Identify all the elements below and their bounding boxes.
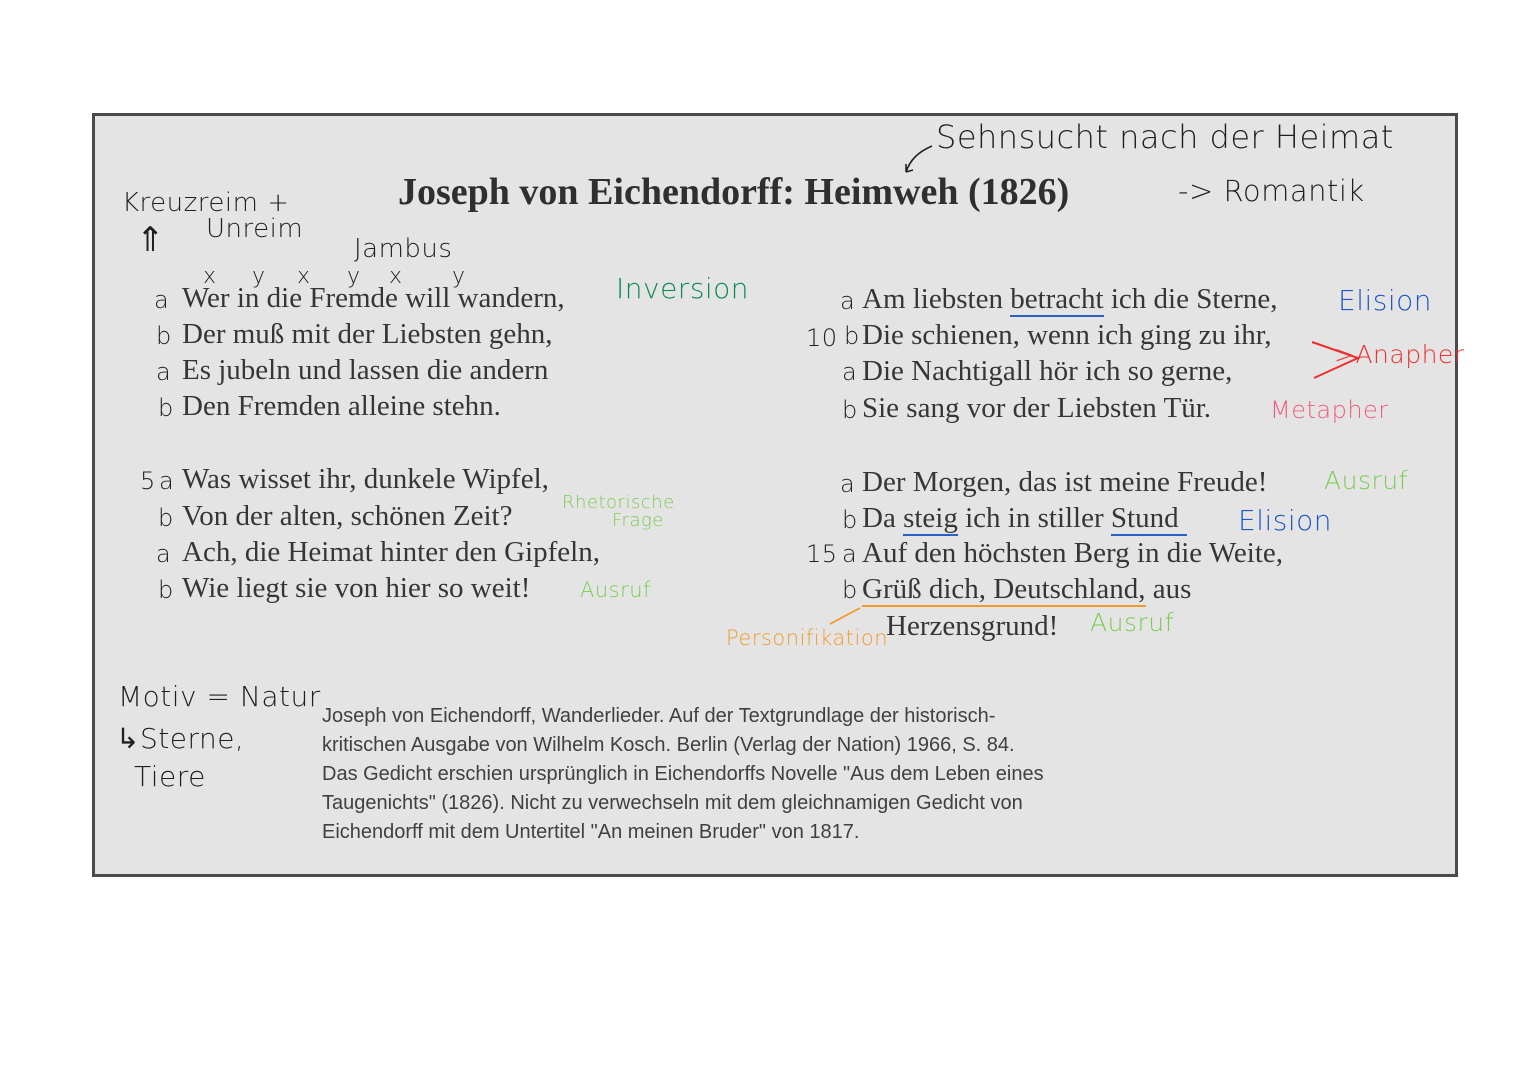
poem-title: Joseph von Eichendorff: Heimweh (1826) [398, 171, 1070, 213]
line-9-start: Am liebsten [862, 283, 1011, 315]
note-metapher: Metapher [1270, 396, 1389, 424]
underlined-stund: Stund [1111, 502, 1187, 536]
note-kreuzreim: Kreuzreim + [122, 188, 290, 218]
poem-line-10: Die schienen, wenn ich ging zu ihr, [862, 319, 1272, 351]
poem-line-4: Den Fremden alleine stehn. [182, 390, 501, 422]
rhyme-mark: a [156, 358, 172, 386]
poem-line-2: Der muß mit der Liebsten gehn, [182, 318, 553, 350]
line-number: 10 [806, 324, 838, 352]
rhyme-mark: a [156, 540, 172, 568]
rhyme-mark: b [156, 322, 172, 350]
source-line: Eichendorff mit dem Untertitel "An meinen Bruder" von 1817. [322, 821, 860, 843]
note-personifikation: Personifikation [726, 626, 889, 650]
meter-mark: y [252, 264, 266, 289]
poem-line-13: Der Morgen, das ist meine Freude! [862, 466, 1268, 498]
poem-line-14 [862, 502, 1187, 535]
poem-line-8: Wie liegt sie von hier so weit! [182, 572, 531, 604]
rhyme-mark: a [840, 470, 856, 498]
rhyme-mark: b [844, 322, 860, 350]
poem-line-7: Ach, die Heimat hinter den Gipfeln, [182, 536, 600, 568]
rhyme-mark: b [842, 576, 858, 604]
source-line: Joseph von Eichendorff, Wanderlieder. Auf der Textgrundlage der historisch- [322, 705, 996, 727]
note-ausruf: Ausruf [1324, 466, 1408, 495]
source-line: Taugenichts" (1826). Nicht zu verwechseln mit dem gleichnamigen Gedicht von [322, 792, 1023, 814]
rhyme-mark: b [158, 394, 174, 422]
poem-line-6: Von der alten, schönen Zeit? [182, 500, 513, 532]
meter-mark: x [203, 264, 217, 289]
note-elision: Elision [1338, 284, 1432, 317]
rhyme-mark: a [154, 286, 170, 314]
rhyme-mark: a [842, 358, 858, 386]
note-jambus: Jambus [354, 234, 453, 264]
underlined-betracht: betracht [1010, 283, 1104, 315]
note-sehnsucht: Sehnsucht nach der Heimat [936, 118, 1394, 156]
rhyme-mark: b [842, 506, 858, 534]
underlined-steig: steig [903, 502, 958, 534]
note-inversion: Inversion [616, 272, 750, 305]
note-elision: Elision [1238, 504, 1332, 537]
underlined-gruss: Grüß dich, Deutschland, [862, 573, 1146, 605]
poem-line-9 [862, 283, 1278, 316]
note-sterne: ↳Sterne, [116, 722, 245, 755]
line-16-end: aus [1145, 573, 1192, 605]
personifikation-line-icon [826, 604, 866, 628]
line-9-end: ich die Sterne, [1103, 283, 1278, 315]
poem-line-16 [862, 573, 1191, 606]
source-line: Das Gedicht erschien ursprünglich in Eichendorffs Novelle "Aus dem Leben eines [322, 763, 1044, 785]
note-ausruf: Ausruf [1090, 608, 1174, 637]
poem-line-3: Es jubeln und lassen die andern [182, 354, 549, 386]
meter-mark: x [297, 264, 311, 289]
rhyme-mark: a [159, 467, 175, 495]
rhyme-mark: a [842, 540, 858, 568]
note-rhetorische: Rhetorische [562, 492, 675, 513]
line-14-start: Da [862, 502, 904, 534]
line-number: 15 [806, 540, 838, 568]
rhyme-mark: b [842, 396, 858, 424]
line-number: 5 [140, 467, 156, 495]
note-motiv: Motiv = Natur [118, 680, 321, 713]
poem-line-11: Die Nachtigall hör ich so gerne, [862, 355, 1233, 387]
meter-mark: x [389, 264, 403, 289]
rhyme-mark: b [158, 504, 174, 532]
meter-mark: y [452, 264, 466, 289]
note-anapher: >Anapher [1334, 340, 1465, 369]
note-ausruf: Ausruf [580, 578, 651, 602]
meter-mark: y [347, 264, 361, 289]
poem-line-5: Was wisset ihr, dunkele Wipfel, [182, 463, 549, 495]
poem-line-1: Wer in die Fremde will wandern, [182, 282, 565, 314]
note-frage: Frage [612, 510, 664, 531]
poem-line-15: Auf den höchsten Berg in die Weite, [862, 537, 1284, 569]
rhyme-mark: b [158, 576, 174, 604]
note-romantik: -> Romantik [1178, 174, 1365, 208]
source-line: kritischen Ausgabe von Wilhelm Kosch. Berlin (Verlag der Nation) 1966, S. 84. [322, 734, 1015, 756]
double-arrow-up-icon: ⇑ [136, 220, 165, 260]
line-14-mid: ich in stiller [957, 502, 1111, 534]
poem-line-12: Sie sang vor der Liebsten Tür. [862, 392, 1212, 424]
note-unreim: Unreim [206, 214, 304, 244]
note-tiere: Tiere [134, 760, 206, 793]
rhyme-mark: a [840, 287, 856, 315]
poem-line-17: Herzensgrund! [886, 610, 1059, 642]
